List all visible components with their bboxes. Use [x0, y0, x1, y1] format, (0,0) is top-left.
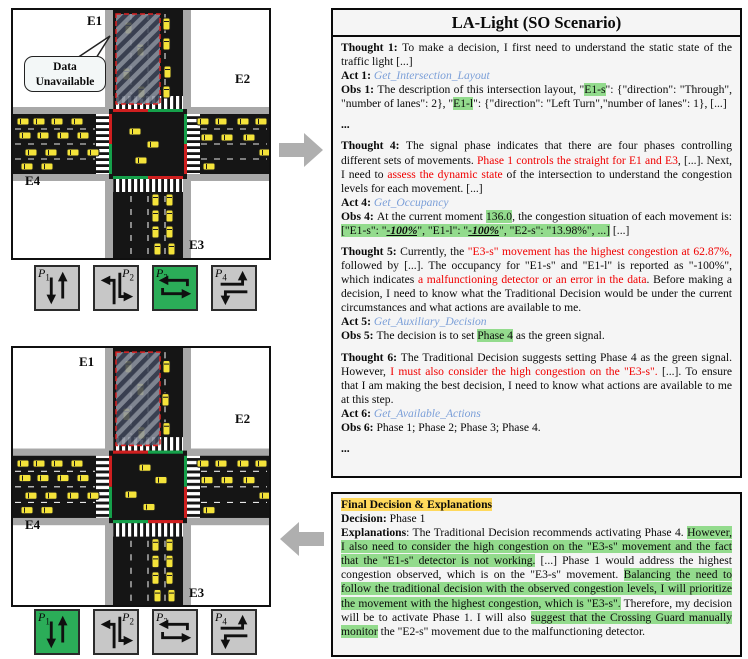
text-run: Thought 1:: [341, 41, 403, 54]
phase-label: $P_2$: [122, 266, 134, 283]
approach-label-e4: E4: [25, 517, 41, 532]
final-decision-panel: [331, 492, 742, 657]
text-run: Phase 4: [477, 329, 513, 343]
text-run: The Traditional Decision suggests setting Phase 4 as the green signal. However,: [341, 350, 732, 378]
phase-label: $P_2$: [122, 610, 134, 627]
text-line: [341, 421, 732, 435]
text-run: Phase 1 controls the straight for E1 and E3: [476, 153, 678, 167]
text-line: [341, 69, 732, 83]
text-run: ...: [341, 118, 350, 132]
approach-label-e1: E1: [87, 13, 103, 28]
text-line: [341, 329, 732, 343]
text-run: of the intersection to understand the congestion levels for each movement. [...]: [341, 167, 732, 195]
text-run: The signal phase indicates that there are four phases controlling different sets of movements.: [341, 139, 732, 167]
text-run: [...]: [610, 223, 630, 237]
text-run: At the current moment: [376, 209, 486, 223]
text-line: [341, 245, 732, 315]
phase-icon-p3: [152, 265, 198, 311]
text-run: , the congestion situation of each movement is:: [512, 209, 732, 223]
phase-label: $P_3$: [156, 610, 168, 627]
text-run: assess the dynamic state: [387, 167, 503, 181]
text-line: [341, 210, 732, 238]
callout-text-line2: Unavailable: [35, 75, 95, 88]
flow-arrow-left: [279, 521, 324, 557]
data-unavailable-callout: [24, 56, 106, 92]
text-line: [341, 407, 732, 421]
text-run: To make a decision, I first need to understand the static state of the traffic light [...]: [341, 41, 732, 69]
text-run: Get_Occupancy: [373, 195, 449, 209]
phase-icon-p1: [34, 609, 80, 655]
approach-label-e2: E2: [235, 71, 251, 86]
approach-label-e2: E2: [235, 411, 251, 426]
phase-row-top: [34, 265, 257, 311]
text-run: Balancing the need to follow the traditional decision with the observed congestion levels, I will prioritize the movement with the highest congestion, which is "E3-s".: [341, 568, 732, 610]
text-run: Thought 6:: [341, 350, 401, 364]
text-run: Obs 1:: [341, 83, 378, 97]
text-run: Get_Intersection_Layout: [373, 69, 490, 83]
phase-label: $P_4$: [215, 610, 227, 627]
text-run: Obs 5:: [341, 329, 377, 343]
text-line: [341, 41, 732, 69]
text-run: Act 6:: [341, 406, 374, 420]
intersection-diagram-bottom: [11, 346, 271, 607]
intersection-diagram-top: [11, 8, 271, 260]
text-run: the "E2-s" movement due to the malfunctioning detector.: [377, 624, 646, 638]
text-line: [341, 351, 732, 407]
panel-title: LA-Light (SO Scenario): [333, 10, 740, 37]
text-run: "E3-s" movement has the highest congestion at 62.87%,: [467, 245, 732, 259]
text-run: The decision is to set: [376, 329, 478, 343]
text-run: Act 1:: [341, 69, 374, 83]
text-run: . Before making a decision, I need to know what the Traditional Decision would be under the current circumstances and what actions are available to me.: [341, 273, 733, 315]
trace-body: [333, 37, 740, 458]
text-run: -100%: [386, 223, 418, 237]
phase-icon-p2: [93, 609, 139, 655]
text-run: E1-l: [453, 97, 474, 111]
text-run: ["E1-s": ": [341, 223, 387, 237]
text-run: Thought 5:: [341, 245, 401, 259]
text-run: Decision:: [341, 512, 390, 526]
flow-arrow-right: [279, 132, 324, 168]
text-run: Act 5:: [341, 315, 374, 329]
phase-icon-p1: [34, 265, 80, 311]
text-line: [341, 139, 732, 195]
text-run: Phase 1; Phase 2; Phase 3; Phase 4.: [376, 420, 541, 434]
text-run: ": {"direction": "Through", "number of lanes": 2}, ": [341, 83, 732, 111]
text-line: [341, 315, 732, 329]
approach-label-e4: E4: [25, 173, 41, 188]
phase-label: $P_1$: [38, 266, 50, 283]
text-line: [341, 526, 732, 639]
text-run: Obs 4:: [341, 209, 377, 223]
text-run: Explanations: [341, 526, 407, 540]
phase-icon-p4: [211, 609, 257, 655]
text-run: Obs 6:: [341, 420, 377, 434]
phase-row-bottom: [34, 609, 257, 655]
text-run: ...: [341, 442, 350, 456]
text-line: [341, 196, 732, 210]
callout-text-line1: Data: [53, 61, 77, 73]
approach-label-e1: E1: [79, 354, 95, 369]
text-run: E1-s: [584, 83, 606, 97]
text-line: [341, 83, 732, 111]
phase-label: $P_4$: [215, 266, 227, 283]
text-run: ", "E1-l": ": [417, 223, 469, 237]
text-run: ", "E2-s": "13.98%", ...]: [499, 223, 611, 237]
text-run: Currently, the: [400, 245, 468, 259]
text-run: as the green signal.: [512, 329, 605, 343]
text-line: [341, 498, 732, 512]
final-decision-body: [333, 494, 740, 641]
text-run: , [...]. Next, I need to: [341, 153, 732, 181]
approach-label-e3: E3: [189, 237, 205, 252]
phase-label: $P_3$: [156, 266, 168, 283]
text-run: [...]. To ensure that I am making the best decision, I need to know what actions are available to me at this step.: [341, 364, 733, 406]
text-run: The description of this intersection layout, ": [377, 83, 585, 97]
text-run: followed by [...]. The occupancy for "E1-s" and "E1-l" is reported as "-100%", which indicates: [341, 259, 732, 287]
phase-icon-p3: [152, 609, 198, 655]
text-run: I must also consider the high congestion on the "E3-s".: [390, 364, 658, 378]
text-run: -100%: [468, 223, 500, 237]
text-run: Get_Available_Actions: [373, 406, 481, 420]
text-run: Therefore, my decision will be to activate Phase 1. I will also: [341, 596, 732, 624]
text-line: [341, 512, 732, 526]
text-run: ": {"direction": "Left Turn","number of lanes": 1}, [...]: [473, 97, 727, 111]
text-run: [...] Phase 1 would address the highest congestion observed, which is on the "E3-s" movement.: [341, 554, 732, 582]
text-run: Final Decision & Explanations: [341, 498, 493, 511]
text-line: [341, 442, 732, 456]
text-line: [341, 118, 732, 132]
approach-label-e3: E3: [189, 585, 205, 600]
text-run: Get_Auxiliary_Decision: [373, 315, 487, 329]
text-run: Thought 4:: [341, 139, 406, 153]
text-run: Phase 1: [389, 512, 426, 526]
phase-icon-p4: [211, 265, 257, 311]
la-light-panel: [331, 8, 742, 478]
text-run: However, I also need to consider the high congestion on the "E3-s" movement and the fact that the "E1-s" detector is not working.: [341, 526, 732, 568]
text-run: a malfunctioning detector or an error in the data: [417, 273, 647, 287]
text-run: Act 4:: [341, 195, 374, 209]
intersection-graphic-bottom: [13, 348, 269, 605]
text-run: 136.0: [485, 209, 513, 223]
intersection-graphic-top: [13, 10, 269, 258]
text-run: suggest that the Crossing Guard manually monitor: [341, 610, 732, 638]
text-run: : The Traditional Decision recommends activating Phase 4.: [406, 526, 688, 540]
phase-label: $P_1$: [38, 610, 50, 627]
phase-icon-p2: [93, 265, 139, 311]
